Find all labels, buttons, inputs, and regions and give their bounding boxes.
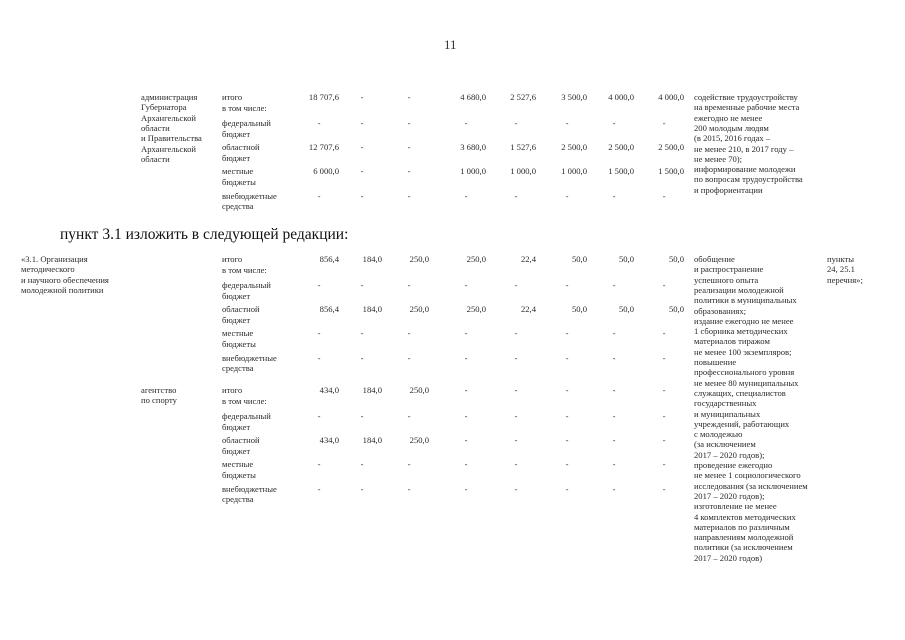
value-cell: - [360, 459, 364, 470]
value-cell: 250,0 [409, 254, 429, 264]
row-label: итого [222, 254, 243, 264]
value-cell: - [612, 459, 616, 470]
result-text: (за исключением [694, 439, 756, 450]
result-text: не менее 80 муниципальных [694, 377, 799, 388]
row-label: федеральный [222, 411, 271, 422]
row-label: федеральный [222, 280, 271, 291]
value-cell: - [360, 280, 364, 291]
value-cell: - [317, 328, 321, 339]
value-cell: - [662, 328, 666, 339]
result-text: материалов по различным [694, 521, 790, 532]
result-text: реализации молодежной [694, 284, 784, 295]
result-text: с молодежью [694, 429, 743, 440]
value-cell: 250,0 [466, 254, 486, 264]
value-cell: - [360, 352, 364, 363]
result-text: 200 молодым людям [694, 122, 769, 133]
row-label: итого [222, 385, 243, 395]
value-cell: - [407, 352, 411, 363]
value-cell: 2 500,0 [561, 142, 587, 153]
result-text: успешного опыта [694, 274, 759, 285]
value-cell: - [514, 118, 518, 129]
result-text: не менее 100 экземпляров; [694, 346, 792, 357]
value-cell: 50,0 [571, 304, 587, 315]
value-cell: - [612, 118, 616, 129]
value-cell: - [612, 483, 616, 494]
result-text: исследования (за исключением [694, 480, 808, 491]
row-label: бюджет [222, 290, 251, 301]
value-cell: 2 500,0 [608, 142, 634, 153]
row-label: в том числе: [222, 102, 267, 113]
value-cell: - [514, 190, 518, 201]
value-cell: - [360, 166, 364, 177]
row-label: местные [222, 328, 254, 339]
value-cell: 1 000,0 [460, 166, 486, 177]
row-label: внебюджетные [222, 483, 277, 494]
value-cell: - [662, 411, 666, 422]
row-label: бюджет [222, 421, 251, 432]
value-cell: - [662, 118, 666, 129]
value-cell: 184,0 [362, 254, 382, 264]
value-cell: - [464, 483, 468, 494]
result-text: (в 2015, 2016 годах – [694, 133, 771, 144]
value-cell: 250,0 [409, 385, 429, 395]
value-cell: - [317, 459, 321, 470]
value-cell: - [612, 435, 616, 446]
value-cell: 184,0 [362, 435, 382, 446]
value-cell: - [407, 459, 411, 470]
value-cell: - [464, 352, 468, 363]
page-number: 11 [444, 37, 457, 52]
row-label: местные [222, 459, 254, 470]
row-label: средства [222, 493, 254, 504]
value-cell: - [407, 483, 411, 494]
row-label: в том числе: [222, 264, 267, 275]
result-text: образованиях; [694, 305, 747, 316]
value-cell: 1 527,6 [510, 142, 536, 153]
row-label: бюджеты [222, 338, 256, 349]
value-cell: - [407, 118, 411, 129]
value-cell: 2 500,0 [658, 142, 684, 153]
result-text: по вопросам трудоустройства [694, 174, 803, 185]
value-cell: - [612, 328, 616, 339]
value-cell: 250,0 [409, 304, 429, 315]
result-text: содействие трудоустройству [694, 92, 798, 102]
section-heading: пункт 3.1 изложить в следующей редакции: [60, 226, 349, 243]
row-label: бюджеты [222, 176, 256, 187]
value-cell: 50,0 [571, 254, 587, 264]
value-cell: - [464, 411, 468, 422]
result-text: не менее 70); [694, 153, 743, 164]
value-cell: - [612, 280, 616, 291]
value-cell: - [514, 328, 518, 339]
value-cell: - [407, 328, 411, 339]
executor-text: администрация [141, 92, 198, 102]
value-cell: - [464, 190, 468, 201]
result-text: 4 комплектов методических [694, 511, 796, 522]
value-cell: 1 000,0 [510, 166, 536, 177]
value-cell: 50,0 [668, 254, 684, 264]
result-text: и распространение [694, 264, 764, 275]
row-label: федеральный [222, 118, 271, 129]
value-cell: - [565, 118, 569, 129]
value-cell: 856,4 [319, 254, 339, 264]
value-cell: 434,0 [319, 385, 339, 395]
reference-text: перечня»; [827, 274, 863, 285]
value-cell: - [317, 483, 321, 494]
value-cell: - [612, 385, 616, 395]
value-cell: 12 707,6 [308, 142, 339, 153]
value-cell: 184,0 [362, 385, 382, 395]
value-cell: 22,4 [520, 254, 536, 264]
value-cell: - [407, 280, 411, 291]
result-text: политики (за исключением [694, 542, 793, 553]
executor-text: Архангельской [141, 112, 196, 123]
value-cell: - [464, 280, 468, 291]
value-cell: 6 000,0 [313, 166, 339, 177]
value-cell: - [407, 166, 411, 177]
result-text: не менее 1 социологического [694, 470, 801, 481]
row-label: итого [222, 92, 243, 102]
value-cell: - [360, 118, 364, 129]
value-cell: 50,0 [668, 304, 684, 315]
row-label: бюджет [222, 314, 251, 325]
item-text: методического [21, 264, 75, 275]
value-cell: - [317, 280, 321, 291]
value-cell: - [565, 280, 569, 291]
result-text: проведение ежегодно [694, 460, 773, 470]
value-cell: - [464, 118, 468, 129]
row-label: областной [222, 435, 260, 446]
value-cell: 4 680,0 [460, 92, 486, 102]
value-cell: - [317, 118, 321, 129]
executor-text: и Правительства [141, 133, 202, 144]
executor-text: области [141, 122, 170, 133]
result-text: политики в муниципальных [694, 295, 797, 306]
result-text: материалов тиражом [694, 336, 770, 347]
result-text: и муниципальных [694, 408, 761, 419]
result-text: 2017 – 2020 годов); [694, 449, 765, 460]
executor-text: агентство [141, 385, 177, 395]
value-cell: - [565, 352, 569, 363]
value-cell: - [565, 328, 569, 339]
value-cell: - [360, 483, 364, 494]
row-label: внебюджетные [222, 352, 277, 363]
value-cell: - [407, 411, 411, 422]
row-label: средства [222, 200, 254, 211]
row-label: бюджет [222, 152, 251, 163]
value-cell: 22,4 [520, 304, 536, 315]
result-text: 2017 – 2020 годов); [694, 490, 765, 501]
value-cell: - [514, 435, 518, 446]
value-cell: 434,0 [319, 435, 339, 446]
value-cell: - [514, 483, 518, 494]
value-cell: - [565, 385, 569, 395]
row-label: областной [222, 304, 260, 315]
row-label: бюджеты [222, 469, 256, 480]
value-cell: - [464, 385, 468, 395]
value-cell: - [317, 411, 321, 422]
row-label: бюджет [222, 128, 251, 139]
value-cell: - [565, 411, 569, 422]
result-text: информирование молодежи [694, 164, 796, 175]
value-cell: 50,0 [618, 254, 634, 264]
value-cell: 2 527,6 [510, 92, 536, 102]
value-cell: - [407, 142, 411, 153]
value-cell: - [662, 459, 666, 470]
result-text: государственных [694, 398, 757, 409]
value-cell: - [565, 483, 569, 494]
result-text: 2017 – 2020 годов) [694, 552, 763, 563]
executor-text: Губернатора [141, 102, 187, 113]
executor-text: по спорту [141, 395, 177, 406]
result-text: служащих, специалистов [694, 387, 786, 398]
value-cell: - [662, 190, 666, 201]
value-cell: - [464, 328, 468, 339]
row-label: в том числе: [222, 395, 267, 406]
value-cell: - [565, 435, 569, 446]
value-cell: - [662, 483, 666, 494]
value-cell: - [317, 190, 321, 201]
value-cell: - [612, 352, 616, 363]
value-cell: 18 707,6 [308, 92, 339, 102]
value-cell: 250,0 [409, 435, 429, 446]
value-cell: - [514, 352, 518, 363]
value-cell: - [514, 459, 518, 470]
result-text: ежегодно не менее [694, 112, 763, 123]
item-text: молодежной политики [21, 284, 104, 295]
value-cell: - [464, 459, 468, 470]
row-label: бюджет [222, 445, 251, 456]
result-text: обобщение [694, 254, 735, 264]
value-cell: - [565, 459, 569, 470]
value-cell: 250,0 [466, 304, 486, 315]
value-cell: - [662, 435, 666, 446]
reference-text: пункты [827, 254, 855, 264]
value-cell: - [612, 411, 616, 422]
item-text: «3.1. Организация [21, 254, 88, 264]
value-cell: - [514, 385, 518, 395]
result-text: и профориентации [694, 184, 763, 195]
value-cell: 3 680,0 [460, 142, 486, 153]
row-label: внебюджетные [222, 190, 277, 201]
value-cell: - [360, 142, 364, 153]
value-cell: - [360, 92, 364, 102]
result-text: повышение [694, 357, 737, 367]
value-cell: 4 000,0 [608, 92, 634, 102]
result-text: не менее 210, в 2017 году – [694, 143, 794, 154]
item-text: и научного обеспечения [21, 274, 109, 285]
value-cell: - [407, 190, 411, 201]
value-cell: - [464, 435, 468, 446]
value-cell: - [514, 280, 518, 291]
row-label: областной [222, 142, 260, 153]
value-cell: - [360, 190, 364, 201]
value-cell: - [565, 190, 569, 201]
result-text: изготовление не менее [694, 501, 777, 512]
result-text: профессионального уровня [694, 367, 795, 378]
result-text: направлениям молодежной [694, 532, 794, 543]
value-cell: - [662, 352, 666, 363]
value-cell: - [360, 411, 364, 422]
value-cell: 4 000,0 [658, 92, 684, 102]
row-label: местные [222, 166, 254, 177]
reference-text: 24, 25.1 [827, 264, 855, 275]
value-cell: - [514, 411, 518, 422]
value-cell: 856,4 [319, 304, 339, 315]
executor-text: Архангельской [141, 143, 196, 154]
value-cell: 1 500,0 [658, 166, 684, 177]
result-text: издание ежегодно не менее [694, 315, 794, 326]
row-label: средства [222, 362, 254, 373]
value-cell: - [317, 352, 321, 363]
value-cell: 184,0 [362, 304, 382, 315]
value-cell: 1 500,0 [608, 166, 634, 177]
value-cell: - [662, 280, 666, 291]
result-text: учреждений, работающих [694, 418, 790, 429]
value-cell: - [612, 190, 616, 201]
value-cell: 1 000,0 [561, 166, 587, 177]
value-cell: 3 500,0 [561, 92, 587, 102]
value-cell: 50,0 [618, 304, 634, 315]
executor-text: области [141, 153, 170, 164]
result-text: 1 сборника методических [694, 326, 788, 337]
value-cell: - [360, 328, 364, 339]
result-text: на временные рабочие места [694, 102, 800, 113]
value-cell: - [407, 92, 411, 102]
value-cell: - [662, 385, 666, 395]
